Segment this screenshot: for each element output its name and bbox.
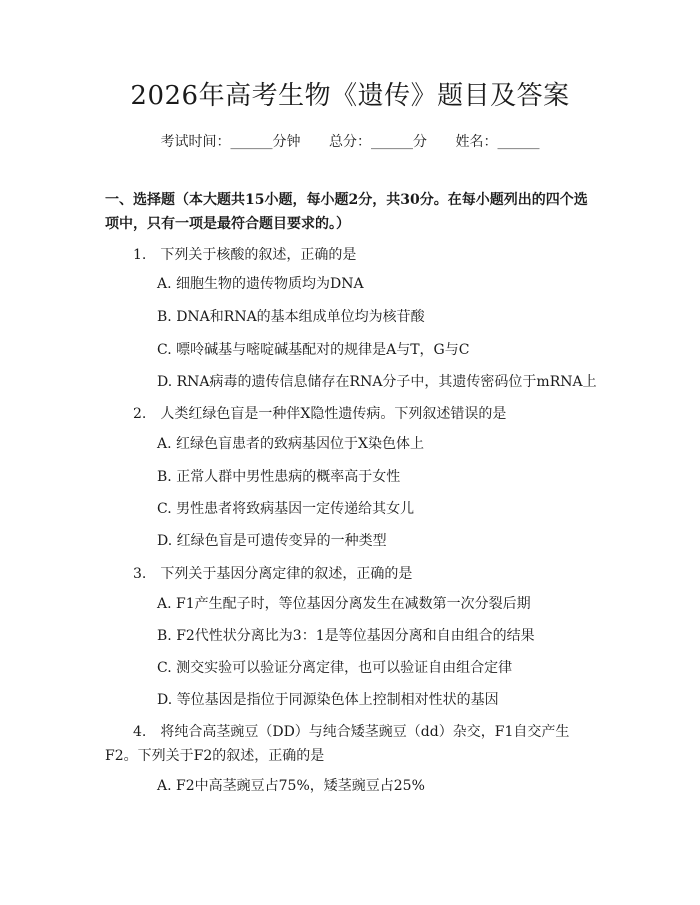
option-b: B. F2代性状分离比为3：1是等位基因分离和自由组合的结果 <box>157 628 535 644</box>
option-a: A. F2中高茎豌豆占75%，矮茎豌豆占25% <box>157 778 425 794</box>
option-a: A. 红绿色盲患者的致病基因位于X染色体上 <box>157 436 424 452</box>
question-3 <box>105 562 595 586</box>
option-a: A. F1产生配子时，等位基因分离发生在减数第一次分裂后期 <box>157 596 531 612</box>
question-4 <box>105 720 595 768</box>
option-c: C. 嘌呤碱基与嘧啶碱基配对的规律是A与T，G与C <box>157 342 470 358</box>
option-d: D. RNA病毒的遗传信息储存在RNA分子中，其遗传密码位于mRNA上 <box>157 374 597 390</box>
student-name: 姓名：______ <box>455 134 540 150</box>
question-stem: 3. 下列关于基因分离定律的叙述，正确的是 <box>133 566 413 582</box>
option-d: D. 红绿色盲是可遗传变异的一种类型 <box>157 533 387 549</box>
option-d: D. 等位基因是指位于同源染色体上控制相对性状的基因 <box>157 692 499 708</box>
question-stem: 4. 将纯合高茎豌豆（DD）与纯合矮茎豌豆（dd）杂交，F1自交产生F2。下列关于F2的叙述，正确的是 <box>105 724 570 764</box>
option-c: C. 测交实验可以验证分离定律，也可以验证自由组合定律 <box>157 660 513 676</box>
exam-meta <box>0 132 700 152</box>
exam-time: 考试时间：______分钟 <box>160 134 301 150</box>
option-c: C. 男性患者将致病基因一定传递给其女儿 <box>157 501 415 517</box>
option-a: A. 细胞生物的遗传物质均为DNA <box>157 276 364 292</box>
question-stem: 1. 下列关于核酸的叙述，正确的是 <box>133 247 357 263</box>
document-title: 2026年高考生物《遗传》题目及答案 <box>130 81 570 111</box>
question-1 <box>105 243 595 267</box>
option-b: B. 正常人群中男性患病的概率高于女性 <box>157 469 401 485</box>
question-2 <box>105 402 595 426</box>
option-b: B. DNA和RNA的基本组成单位均为核苷酸 <box>157 309 425 325</box>
total-score: 总分：______分 <box>329 134 427 150</box>
section-heading: 一、选择题（本大题共15小题，每小题2分，共30分。在每小题列出的四个选项中，只有一项是最符合题目要求的。） <box>105 192 588 232</box>
question-stem: 2. 人类红绿色盲是一种伴X隐性遗传病。下列叙述错误的是 <box>133 406 507 422</box>
